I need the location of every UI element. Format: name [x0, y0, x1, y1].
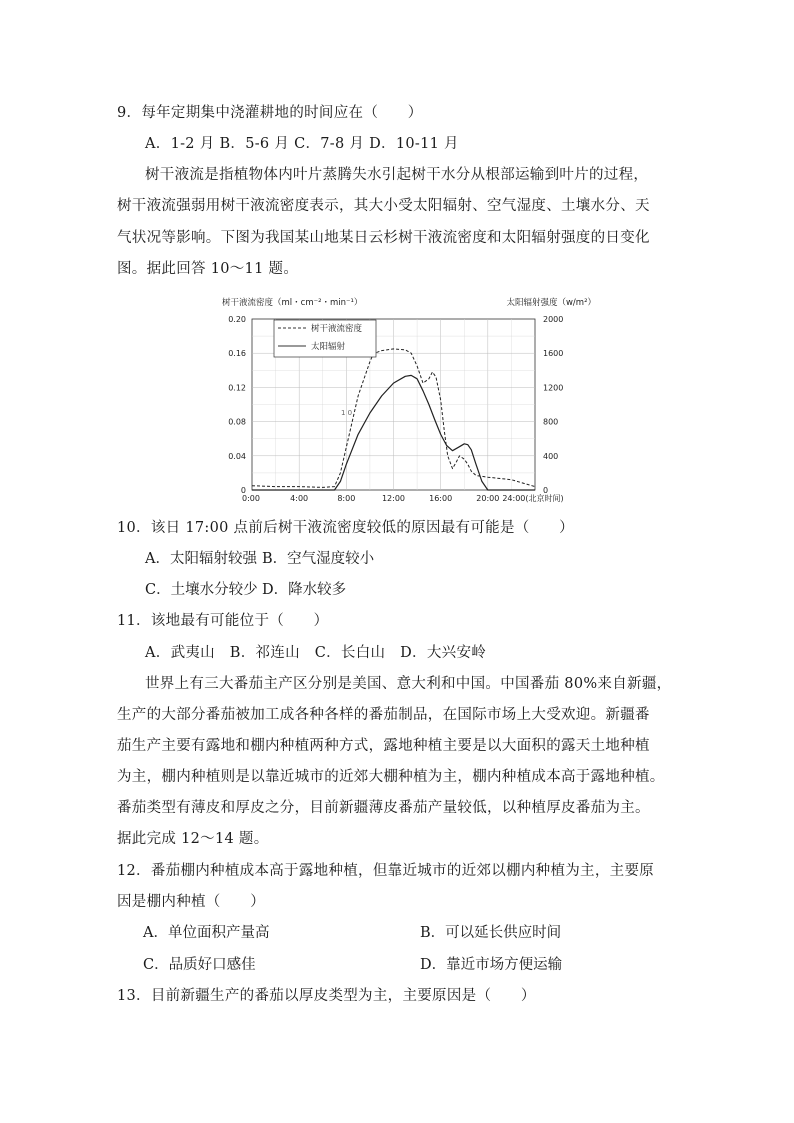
q12-stem-line-1: 12．番茄棚内种植成本高于露地种植，但靠近城市的近郊以棚内种植为主，主要原	[117, 863, 655, 879]
right-tick-label: 1200	[543, 383, 564, 393]
passage2-line-6: 据此完成 12～14 题。	[117, 831, 269, 847]
left-tick-label: 0.20	[228, 315, 246, 324]
q11-options: A．武夷山 B．祁连山 C．长白山 D．大兴安岭	[145, 645, 487, 661]
passage2-line-1: 世界上有三大番茄主产区分别是美国、意大利和中国。中国番茄 80%来自新疆，	[145, 676, 672, 692]
x-tick-label: 20:00	[476, 494, 500, 503]
left-tick-label: 0.12	[228, 383, 246, 393]
q12-option-a: A．单位面积产量高	[143, 925, 270, 941]
right-axis-label: 太阳辐射强度（w/m²）	[506, 298, 596, 308]
legend-label-radiation: 太阳辐射	[311, 342, 346, 352]
left-axis-label: 树干液流密度（ml・cm⁻²・min⁻¹）	[222, 298, 363, 308]
right-tick-label: 800	[543, 417, 559, 427]
q10-stem: 10．该日 17:00 点前后树干液流密度较低的原因最有可能是（ ）	[117, 520, 574, 536]
q12-option-d: D．靠近市场方便运输	[420, 957, 563, 973]
passage1-line-3: 气状况等影响。下图为我国某山地某日云杉树干液流密度和太阳辐射强度的日变化	[117, 230, 650, 246]
passage1-line-1: 树干液流是指植物体内叶片蒸腾失水引起树干水分从根部运输到叶片的过程，	[145, 167, 649, 183]
passage1-line-2: 树干液流强弱用树干液流密度表示，其大小受太阳辐射、空气湿度、土壤水分、天	[117, 198, 650, 214]
left-tick-label: 0.04	[228, 451, 246, 461]
left-tick-label: 0.16	[228, 349, 246, 359]
q13-stem: 13．目前新疆生产的番茄以厚皮类型为主，主要原因是（ ）	[117, 988, 536, 1004]
right-tick-label: 400	[543, 451, 559, 461]
x-tick-label: 0:00	[242, 494, 260, 503]
right-tick-label: 1600	[543, 349, 564, 359]
q12-option-c: C．品质好口感佳	[143, 957, 256, 973]
q10-option-a: A．太阳辐射较强	[145, 551, 257, 567]
sap-flow-radiation-chart	[214, 294, 604, 506]
x-tick-label: 24:00(北京时间)	[502, 494, 564, 503]
q11-stem: 11．该地最有可能位于（ ）	[117, 613, 329, 629]
q10-option-d: D．降水较多	[262, 582, 347, 598]
q9-stem: 9．每年定期集中浇灌耕地的时间应在（ ）	[117, 105, 423, 121]
passage2-line-5: 番茄类型有薄皮和厚皮之分，目前新疆薄皮番茄产量较低，以种植厚皮番茄为主。	[117, 800, 650, 816]
passage2-line-3: 茄生产主要有露地和棚内种植两种方式，露地种植主要是以大面积的露天土地种植	[117, 738, 650, 754]
q12-option-b: B．可以延长供应时间	[420, 925, 562, 941]
x-tick-label: 16:00	[429, 494, 453, 503]
right-tick-label: 0	[543, 486, 549, 495]
x-tick-label: 8:00	[337, 494, 356, 503]
left-tick-label: 0.08	[228, 417, 246, 427]
legend-label-sap-flow: 树干液流密度	[311, 324, 363, 334]
right-tick-label: 2000	[543, 315, 564, 324]
q10-option-b: B．空气湿度较小	[262, 551, 375, 567]
q12-stem-line-2: 因是棚内种植（ ）	[117, 894, 265, 910]
x-tick-label: 4:00	[290, 494, 309, 503]
stray-mark: 1 0	[341, 409, 353, 417]
passage1-line-4: 图。据此回答 10～11 题。	[117, 261, 299, 277]
passage2-line-2: 生产的大部分番茄被加工成各种各样的番茄制品，在国际市场上大受欢迎。新疆番	[117, 707, 650, 723]
q9-options: A．1-2 月 B．5-6 月 C．7-8 月 D．10-11 月	[145, 136, 459, 152]
left-tick-label: 0	[240, 486, 246, 495]
x-tick-label: 12:00	[381, 494, 406, 503]
passage2-line-4: 为主，棚内种植则是以靠近城市的近郊大棚种植为主，棚内种植成本高于露地种植。	[117, 769, 665, 785]
q10-option-c: C．土壤水分较少	[145, 582, 258, 598]
